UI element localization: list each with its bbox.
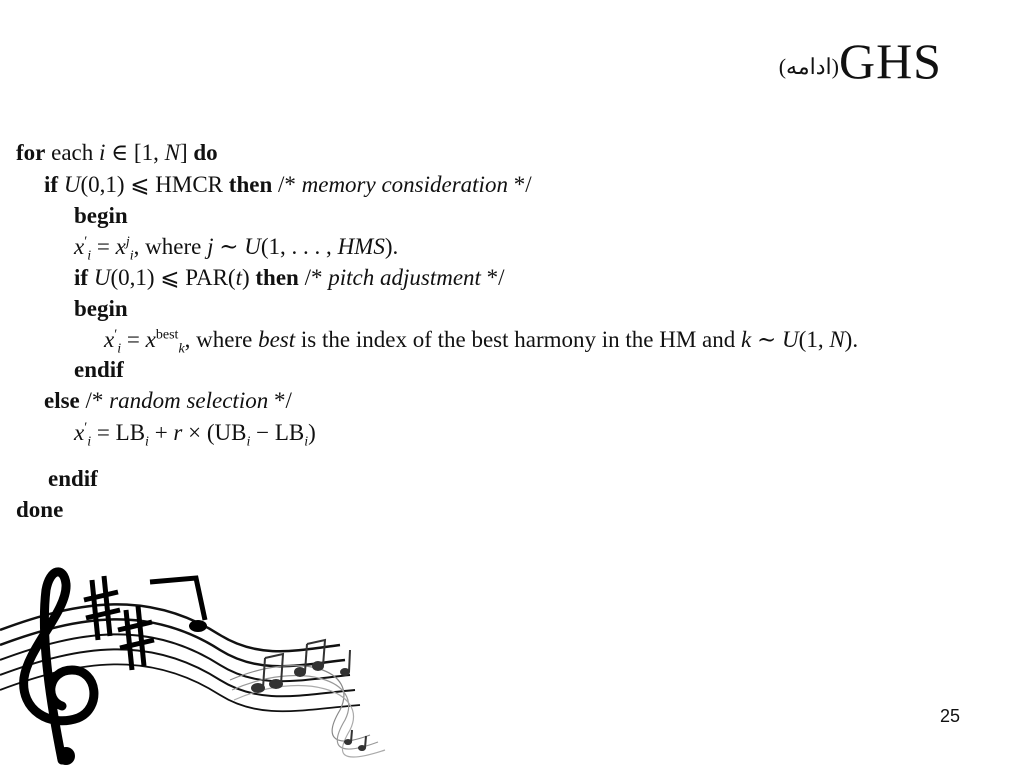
- text: (1,: [798, 327, 830, 352]
- keyword-then: then: [255, 265, 299, 290]
- var-N: N: [164, 140, 180, 165]
- text: =: [91, 234, 116, 259]
- text: each: [45, 140, 100, 165]
- text: is the index of the best harmony in the HM and: [295, 327, 742, 352]
- var-x: x: [145, 327, 156, 352]
- sub-k: k: [178, 341, 185, 357]
- text: , where: [184, 327, 259, 352]
- keyword-begin: begin: [74, 296, 128, 321]
- sup-j: j: [125, 234, 130, 250]
- algo-line-else: [44, 386, 292, 416]
- title-main: GHS: [838, 33, 942, 89]
- sup-best: best: [155, 327, 179, 343]
- var-i: i: [99, 140, 106, 165]
- text: */: [268, 388, 292, 413]
- algo-line-if-hmcr: [44, 170, 532, 200]
- text: − LB: [250, 420, 305, 445]
- text: =: [121, 327, 146, 352]
- text: ).: [384, 234, 399, 259]
- algo-line-endif: [48, 464, 98, 494]
- var-U: U: [782, 327, 799, 352]
- text: ).: [844, 327, 859, 352]
- keyword-endif: endif: [74, 357, 124, 382]
- text: = LB: [91, 420, 146, 445]
- text: /*: [79, 388, 110, 413]
- prime: ′: [84, 420, 88, 436]
- var-best: best: [258, 327, 296, 352]
- text: */: [480, 265, 505, 290]
- var-r: r: [173, 420, 183, 445]
- algo-line-pitch-assign: [104, 325, 858, 355]
- var-x: x: [115, 234, 126, 259]
- var-x: x: [74, 234, 85, 259]
- algo-line-done: [16, 495, 63, 525]
- keyword-begin: begin: [74, 203, 128, 228]
- keyword-done: done: [16, 497, 64, 522]
- keyword-do: do: [193, 140, 218, 165]
- var-U: U: [63, 172, 81, 197]
- var-U: U: [93, 265, 111, 290]
- var-j: j: [207, 234, 214, 259]
- text: ): [241, 265, 256, 290]
- text: ∼: [213, 234, 245, 259]
- comment-random: random selection: [109, 388, 269, 413]
- var-x: x: [74, 420, 85, 445]
- sub-i: i: [145, 434, 149, 450]
- text: ]: [179, 140, 194, 165]
- keyword-then: then: [228, 172, 273, 197]
- keyword-if: if: [74, 265, 89, 290]
- treble-clef-music-notes-icon: [0, 560, 420, 768]
- slide-title: [779, 32, 942, 90]
- text: ∼: [751, 327, 783, 352]
- var-k: k: [741, 327, 752, 352]
- sub-i: i: [117, 341, 122, 357]
- var-t: t: [235, 265, 242, 290]
- sub-i: i: [304, 434, 309, 450]
- algo-line-begin: [74, 201, 128, 231]
- text: /*: [298, 265, 329, 290]
- sub-i: i: [129, 248, 134, 264]
- text: ): [308, 420, 316, 445]
- var-N: N: [829, 327, 845, 352]
- algo-line-random-assign: [74, 418, 316, 448]
- algo-line-memory-assign: [74, 232, 398, 262]
- comment-memory: memory consideration: [301, 172, 508, 197]
- sub-i: i: [246, 434, 251, 450]
- page-number: 25: [940, 706, 961, 726]
- keyword-for: for: [16, 140, 46, 165]
- prime: ′: [84, 234, 88, 250]
- text: (0,1) ⩽ PAR(: [110, 265, 236, 290]
- var-U: U: [244, 234, 261, 259]
- algo-line-for: [16, 138, 218, 168]
- text: */: [507, 172, 532, 197]
- text: , where: [133, 234, 208, 259]
- title-suffix: (ادامه): [778, 54, 839, 79]
- var-x: x: [104, 327, 115, 352]
- text: (1, . . . ,: [260, 234, 338, 259]
- text: ∈ [1,: [105, 140, 165, 165]
- sub-i: i: [87, 248, 92, 264]
- algo-line-endif: [74, 355, 124, 385]
- text: +: [148, 420, 174, 445]
- var-HMS: HMS: [337, 234, 385, 259]
- text: (0,1) ⩽ HMCR: [80, 172, 229, 197]
- comment-pitch: pitch adjustment: [328, 265, 481, 290]
- keyword-if: if: [44, 172, 59, 197]
- algo-line-if-par: [74, 263, 505, 293]
- keyword-endif: endif: [48, 466, 98, 491]
- keyword-else: else: [44, 388, 80, 413]
- text: /*: [272, 172, 302, 197]
- algo-line-begin: [74, 294, 128, 324]
- prime: ′: [114, 327, 118, 343]
- text: × (UB: [182, 420, 247, 445]
- sub-i: i: [87, 434, 92, 450]
